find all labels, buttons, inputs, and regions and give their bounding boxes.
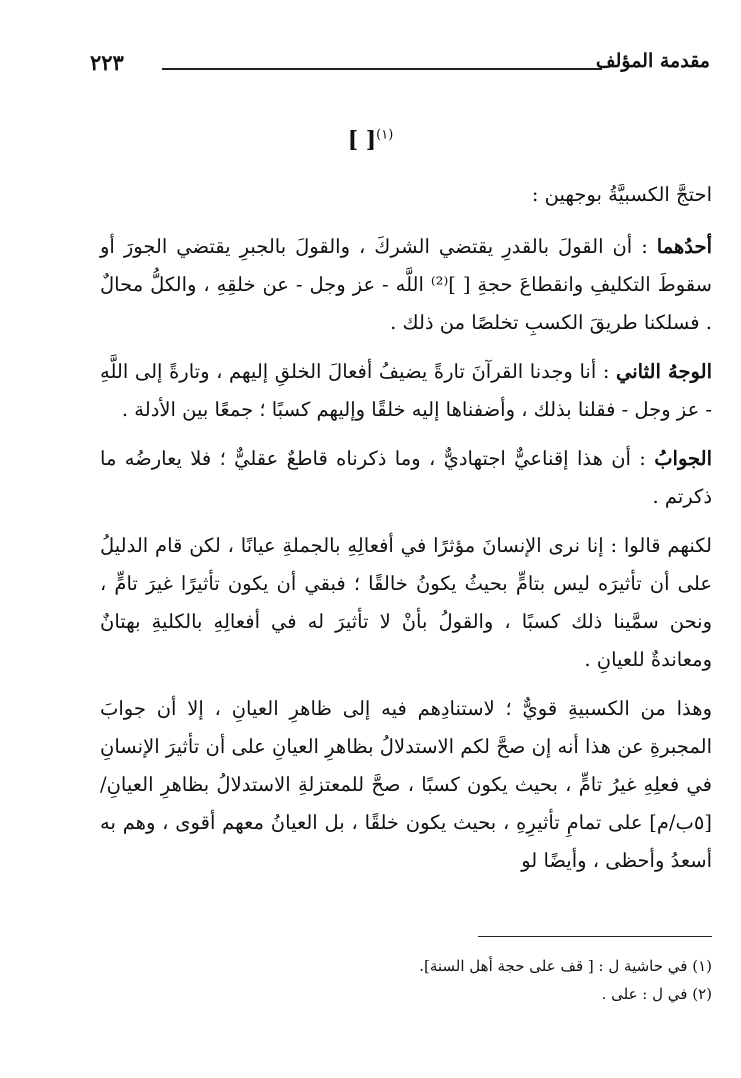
paragraph: الوجهُ الثاني : أنا وجدنا القرآنَ تارةً يضيفُ أفعالَ الخلقِ إليهم ، وتارةً إلى اللَّهِ - عز وجل - فقلنا بذلك ، وأضفناها إليه خلقًا وإليهم كسبًا ؛ جمعًا بين الأدلة . (100, 360, 712, 421)
page-number: ٢٢٣ (90, 50, 124, 75)
footnote: (٢) في ل : على . (601, 985, 712, 1003)
section-footnote-ref: (١) (376, 127, 394, 143)
paragraph: الجوابُ : أن هذا إقناعيٌّ اجتهاديٌّ ، وما ذكرناه قاطعٌ عقليٌّ ؛ فلا يعارضُه ما ذكرتم . (100, 447, 712, 508)
paragraph-lead: الجوابُ (654, 447, 712, 470)
footnotes (100, 952, 712, 1008)
main-text (100, 176, 712, 891)
paragraph-lead: أحدُهما (656, 235, 712, 258)
paragraph: وهذا من الكسبيةِ قويٌّ ؛ لاستنادِهم فيه إلى ظاهرِ العيانِ ، إلا أن جوابَ المجبرةِ عن هذا أنه إن صحَّ لكم الاستدلالُ بظاهرِ العيانِ على أن تأثيرَ الإنسانِ في فعلِهِ غيرُ تامٍّ ، بحيث يكون كسبًا ، صحَّ للمعتزلةِ الاستدلالُ بظاهرِ العيانِ/ [٥ب/م] على تمامِ تأثيرِهِ ، بحيث يكون خلقًا ، بل العيانُ معهم أقوى ، وهم به أسعدُ وأحظى ، وأيضًا لو (100, 697, 712, 872)
section-marker (0, 127, 741, 153)
paragraph: لكنهم قالوا : إنا نرى الإنسانَ مؤثرًا في أفعالِهِ بالجملةِ عيانًا ، لكن قام الدليلُ على أن تأثيرَه ليس بتامٍّ بحيثُ يكونُ خالقًا ؛ فبقي أن يكون تأثيرًا غيرَ تامٍّ ، ونحن سمَّينا ذلك كسبًا ، والقولُ بأنْ لا تأثيرَ له في أفعالِهِ بالكليةِ بهتانٌ ومعاندةٌ للعيانِ . (100, 534, 712, 671)
footnote: (١) في حاشية ل : [ قف على حجة أهل السنة]. (419, 957, 712, 975)
footnote-rule (478, 936, 712, 937)
paragraph-lead: الوجهُ الثاني (616, 360, 712, 383)
page-header-title: مقدمة المؤلف (595, 50, 710, 72)
running-header (90, 50, 710, 84)
header-rule (162, 68, 602, 70)
paragraph: أحدُهما : أن القولَ بالقدرِ يقتضي الشركَ ، والقولَ بالجبرِ يقتضي الجورَ أو سقوطَ التكليفِ وانقطاعَ حجةِ [ ]⁽²⁾ اللَّه - عز وجل - عن خلقِهِ ، والكلُّ محالٌ . فسلكنا طريقَ الكسبِ تخلصًا من ذلك . (100, 235, 712, 334)
paragraph: احتجَّ الكسبيَّةُ بوجهين : (531, 183, 712, 206)
section-brackets: [ ] (347, 127, 377, 153)
